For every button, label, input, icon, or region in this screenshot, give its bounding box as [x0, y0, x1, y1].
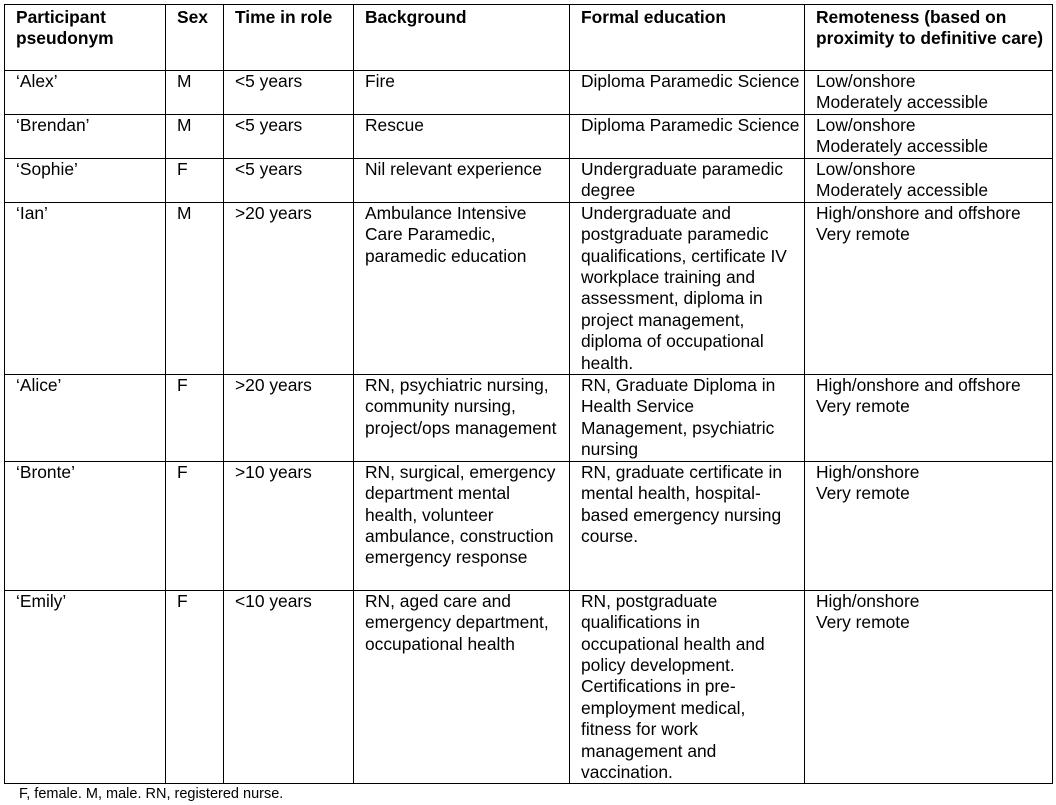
- participant-table: [4, 4, 1053, 784]
- cell-time-in-role: >20 years: [224, 202, 354, 374]
- remoteness-level: High/onshore: [816, 461, 920, 482]
- remoteness-level: High/onshore: [816, 590, 920, 611]
- header-background: Background: [354, 5, 570, 71]
- table-row: [5, 202, 1053, 374]
- cell-remoteness: [805, 590, 1053, 784]
- header-participant-pseudonym: Participant pseudonym: [5, 5, 166, 71]
- header-formal-education: Formal education: [570, 5, 805, 71]
- cell-formal-education: Undergraduate and postgraduate paramedic qualifications, certificate IV workplace training and assessment, diploma in project management, diploma of occupational health.: [570, 202, 805, 374]
- cell-time-in-role: >20 years: [224, 375, 354, 462]
- cell-pseudonym: ‘Alice’: [5, 375, 166, 462]
- cell-remoteness: [805, 158, 1053, 202]
- cell-formal-education: RN, graduate certificate in mental health, hospital-based emergency nursing course.: [570, 461, 805, 590]
- remoteness-level: Low/onshore: [816, 158, 916, 179]
- remoteness-level: High/onshore and offshore: [816, 202, 1021, 223]
- cell-formal-education: RN, Graduate Diploma in Health Service Management, psychiatric nursing: [570, 375, 805, 462]
- cell-formal-education: Diploma Paramedic Science: [570, 115, 805, 159]
- cell-sex: M: [166, 115, 224, 159]
- remoteness-level: Low/onshore: [816, 71, 916, 91]
- header-time-in-role: Time in role: [224, 5, 354, 71]
- cell-time-in-role: <5 years: [224, 71, 354, 115]
- cell-time-in-role: <10 years: [224, 590, 354, 784]
- header-sex: Sex: [166, 5, 224, 71]
- cell-pseudonym: ‘Ian’: [5, 202, 166, 374]
- cell-background: Rescue: [354, 115, 570, 159]
- cell-background: RN, psychiatric nursing, community nursing, project/ops management: [354, 375, 570, 462]
- remoteness-level: Low/onshore: [816, 115, 916, 135]
- cell-sex: F: [166, 461, 224, 590]
- cell-background: RN, aged care and emergency department, occupational health: [354, 590, 570, 784]
- cell-time-in-role: <5 years: [224, 115, 354, 159]
- cell-remoteness: [805, 375, 1053, 462]
- cell-remoteness: [805, 202, 1053, 374]
- remoteness-access: Very remote: [816, 483, 910, 504]
- table-row: [5, 375, 1053, 462]
- cell-sex: F: [166, 158, 224, 202]
- table-row: [5, 71, 1053, 115]
- cell-pseudonym: ‘Alex’: [5, 71, 166, 115]
- cell-time-in-role: <5 years: [224, 158, 354, 202]
- cell-formal-education: Undergraduate paramedic degree: [570, 158, 805, 202]
- cell-sex: M: [166, 202, 224, 374]
- cell-pseudonym: ‘Emily’: [5, 590, 166, 784]
- cell-pseudonym: ‘Brendan’: [5, 115, 166, 159]
- remoteness-access: Moderately accessible: [816, 92, 989, 113]
- remoteness-access: Very remote: [816, 396, 910, 417]
- cell-sex: F: [166, 375, 224, 462]
- cell-background: Nil relevant experience: [354, 158, 570, 202]
- table-row: [5, 461, 1053, 590]
- cell-sex: F: [166, 590, 224, 784]
- cell-remoteness: [805, 71, 1053, 115]
- table-row: [5, 115, 1053, 159]
- cell-sex: M: [166, 71, 224, 115]
- table-row: [5, 158, 1053, 202]
- cell-background: RN, surgical, emergency department mental health, volunteer ambulance, construction emergency response: [354, 461, 570, 590]
- remoteness-access: Very remote: [816, 612, 910, 633]
- remoteness-access: Moderately accessible: [816, 136, 989, 157]
- cell-formal-education: RN, postgraduate qualifications in occupational health and policy development. Certifications in pre-employment medical, fitness for work management and vaccination.: [570, 590, 805, 784]
- table-footnote: F, female. M, male. RN, registered nurse.: [19, 786, 284, 802]
- remoteness-access: Very remote: [816, 224, 910, 245]
- cell-pseudonym: ‘Sophie’: [5, 158, 166, 202]
- table-header-row: [5, 5, 1053, 71]
- cell-pseudonym: ‘Bronte’: [5, 461, 166, 590]
- cell-remoteness: [805, 461, 1053, 590]
- cell-time-in-role: >10 years: [224, 461, 354, 590]
- remoteness-access: Moderately accessible: [816, 180, 989, 201]
- cell-formal-education: Diploma Paramedic Science: [570, 71, 805, 115]
- header-remoteness: Remoteness (based on proximity to definitive care): [805, 5, 1053, 71]
- remoteness-level: High/onshore and offshore: [816, 375, 1021, 396]
- cell-background: Fire: [354, 71, 570, 115]
- cell-remoteness: [805, 115, 1053, 159]
- cell-background: Ambulance Intensive Care Paramedic, paramedic education: [354, 202, 570, 374]
- table-row: [5, 590, 1053, 784]
